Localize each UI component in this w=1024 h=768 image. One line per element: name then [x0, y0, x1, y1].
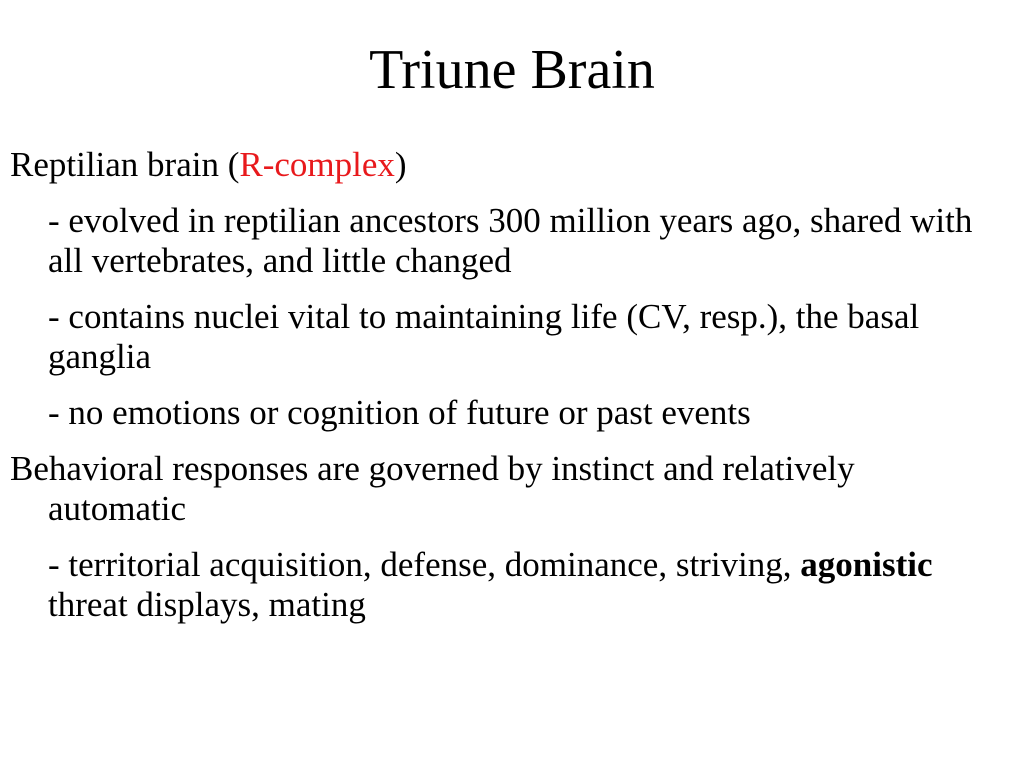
heading-behavioral-responses: Behavioral responses are governed by instinct and relatively automatic	[10, 449, 855, 528]
bullet-nuclei: - contains nuclei vital to maintaining life (CV, resp.), the basal ganglia	[48, 297, 920, 376]
agonistic-bold: agonistic	[800, 545, 933, 584]
bullet-evolved: - evolved in reptilian ancestors 300 million years ago, shared with all vertebrates, and little changed	[48, 201, 973, 280]
heading-close-paren: )	[394, 145, 407, 184]
bullet-territorial-end: threat displays, mating	[48, 585, 366, 624]
r-complex-highlight: R-complex	[239, 145, 395, 184]
slide-body	[10, 145, 1000, 625]
heading-reptilian-brain	[10, 145, 1000, 185]
bullet-territorial-text: - territorial acquisition, defense, dominance, striving,	[48, 545, 801, 584]
bullet-territorial	[10, 545, 1000, 625]
bullet-no-emotions: - no emotions or cognition of future or past events	[48, 393, 751, 432]
slide-title: Triune Brain	[369, 39, 655, 101]
heading-text: Reptilian brain (	[10, 145, 240, 184]
